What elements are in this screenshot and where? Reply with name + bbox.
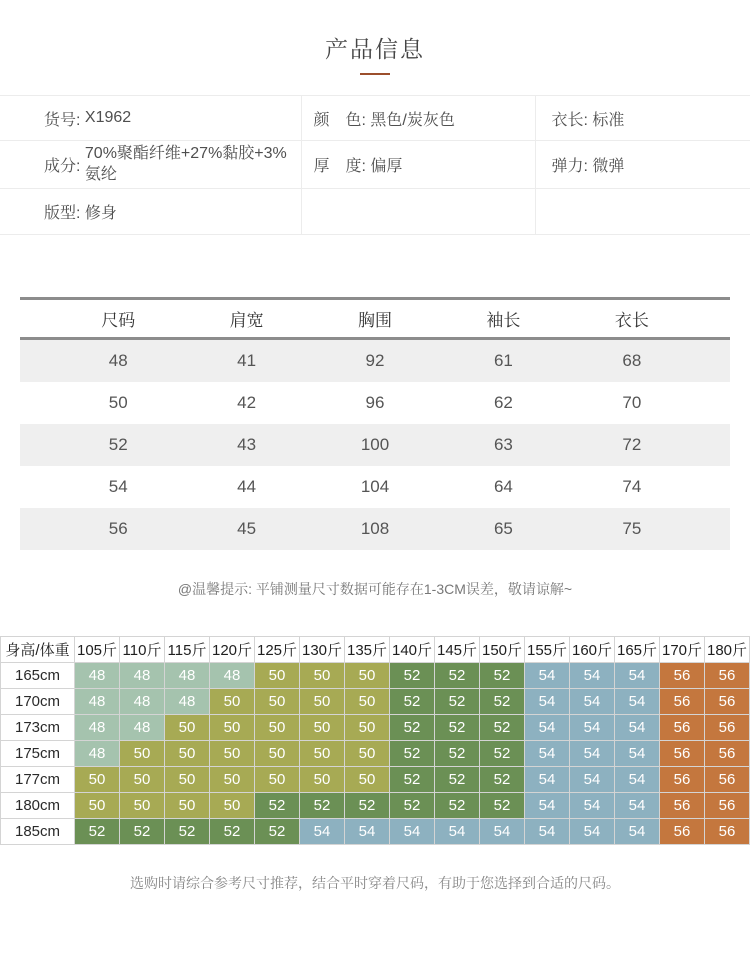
matrix-size-cell: 56 xyxy=(705,819,750,845)
matrix-size-cell: 54 xyxy=(615,819,660,845)
info-value: 70%聚酯纤维+27%黏胶+3%氨纶 xyxy=(84,144,287,183)
matrix-size-cell: 50 xyxy=(120,767,165,793)
info-cell-content xyxy=(314,107,535,130)
matrix-size-cell: 50 xyxy=(300,663,345,689)
size-cell-value: 96 xyxy=(365,393,385,412)
matrix-size-cell: 50 xyxy=(210,767,255,793)
info-cell xyxy=(301,189,535,235)
matrix-size-cell: 56 xyxy=(705,741,750,767)
matrix-size-cell: 52 xyxy=(480,689,525,715)
size-table-row xyxy=(20,508,730,550)
size-col-header: 袖长 xyxy=(486,311,521,330)
matrix-size-cell: 50 xyxy=(345,715,390,741)
matrix-size-cell: 52 xyxy=(435,689,480,715)
title-underline xyxy=(360,73,390,75)
matrix-height-label: 170cm xyxy=(1,689,75,715)
matrix-size-cell: 50 xyxy=(120,793,165,819)
matrix-size-cell: 50 xyxy=(300,715,345,741)
matrix-size-cell: 48 xyxy=(165,689,210,715)
matrix-size-cell: 52 xyxy=(435,715,480,741)
matrix-weight-header: 140斤 xyxy=(390,637,435,663)
matrix-size-cell: 50 xyxy=(120,741,165,767)
matrix-size-cell: 52 xyxy=(390,793,435,819)
matrix-size-cell: 54 xyxy=(525,715,570,741)
size-cell-value: 63 xyxy=(493,435,513,454)
matrix-size-cell: 50 xyxy=(255,767,300,793)
matrix-size-cell: 48 xyxy=(75,663,120,689)
matrix-size-cell: 56 xyxy=(660,663,705,689)
matrix-height-label: 185cm xyxy=(1,819,75,845)
matrix-size-cell: 54 xyxy=(615,715,660,741)
matrix-size-cell: 54 xyxy=(390,819,435,845)
matrix-size-cell: 50 xyxy=(75,793,120,819)
info-label: 衣长: xyxy=(551,111,593,129)
matrix-size-cell: 54 xyxy=(570,741,615,767)
matrix-size-cell: 50 xyxy=(165,793,210,819)
matrix-weight-header: 170斤 xyxy=(660,637,705,663)
info-cell-content xyxy=(44,144,301,186)
size-table-row xyxy=(20,382,730,424)
matrix-size-cell: 50 xyxy=(165,767,210,793)
matrix-size-cell: 56 xyxy=(660,767,705,793)
size-cell-value: 43 xyxy=(237,435,257,454)
size-cell-value: 50 xyxy=(108,393,128,412)
page-title: 产品信息 xyxy=(325,36,425,62)
matrix-size-cell: 52 xyxy=(165,819,210,845)
size-cell-value: 52 xyxy=(108,435,128,454)
matrix-size-cell: 56 xyxy=(660,793,705,819)
info-cell-content xyxy=(44,200,301,223)
matrix-size-cell: 54 xyxy=(615,689,660,715)
matrix-size-cell: 50 xyxy=(75,767,120,793)
size-cell-value: 75 xyxy=(622,519,642,538)
matrix-weight-header: 180斤 xyxy=(705,637,750,663)
info-cell xyxy=(301,96,535,141)
matrix-size-cell: 52 xyxy=(300,793,345,819)
matrix-row xyxy=(1,741,750,767)
matrix-size-cell: 52 xyxy=(390,715,435,741)
matrix-size-cell: 52 xyxy=(345,793,390,819)
size-cell-value: 68 xyxy=(622,351,642,370)
size-col-header: 尺码 xyxy=(101,311,136,330)
matrix-size-cell: 50 xyxy=(345,741,390,767)
matrix-size-cell: 54 xyxy=(435,819,480,845)
info-cell-content xyxy=(552,153,750,176)
info-value: 黑色/炭灰色 xyxy=(370,111,455,129)
matrix-row xyxy=(1,793,750,819)
matrix-size-cell: 56 xyxy=(705,767,750,793)
info-cell-content xyxy=(314,153,535,176)
info-cell xyxy=(0,189,301,235)
matrix-size-cell: 50 xyxy=(165,715,210,741)
matrix-size-cell: 54 xyxy=(615,741,660,767)
size-cell-value: 92 xyxy=(365,351,385,370)
matrix-size-cell: 52 xyxy=(435,793,480,819)
size-table-header-row xyxy=(20,300,730,340)
matrix-weight-header: 130斤 xyxy=(300,637,345,663)
size-cell-value: 72 xyxy=(622,435,642,454)
matrix-size-cell: 50 xyxy=(210,793,255,819)
size-cell-value: 61 xyxy=(493,351,513,370)
matrix-size-cell: 56 xyxy=(705,689,750,715)
size-cell-value: 62 xyxy=(493,393,513,412)
matrix-size-cell: 52 xyxy=(390,689,435,715)
matrix-height-label: 175cm xyxy=(1,741,75,767)
matrix-size-cell: 52 xyxy=(480,663,525,689)
size-col-header: 衣长 xyxy=(614,311,649,330)
matrix-size-cell: 52 xyxy=(120,819,165,845)
matrix-weight-header: 155斤 xyxy=(525,637,570,663)
matrix-size-cell: 50 xyxy=(345,689,390,715)
matrix-size-cell: 52 xyxy=(390,663,435,689)
matrix-height-label: 165cm xyxy=(1,663,75,689)
size-cell-value: 104 xyxy=(360,477,390,496)
matrix-weight-header: 120斤 xyxy=(210,637,255,663)
matrix-size-cell: 54 xyxy=(570,767,615,793)
matrix-row xyxy=(1,767,750,793)
matrix-size-cell: 56 xyxy=(660,715,705,741)
matrix-size-cell: 56 xyxy=(705,715,750,741)
info-cell xyxy=(0,141,301,189)
matrix-weight-header: 105斤 xyxy=(75,637,120,663)
matrix-size-cell: 54 xyxy=(570,715,615,741)
matrix-size-cell: 48 xyxy=(120,663,165,689)
matrix-height-label: 173cm xyxy=(1,715,75,741)
matrix-size-cell: 54 xyxy=(525,741,570,767)
info-value: X1962 xyxy=(84,109,132,126)
size-col-header: 胸围 xyxy=(358,311,393,330)
matrix-size-cell: 50 xyxy=(255,741,300,767)
matrix-size-cell: 52 xyxy=(435,767,480,793)
matrix-size-cell: 54 xyxy=(615,767,660,793)
matrix-size-cell: 54 xyxy=(345,819,390,845)
matrix-row xyxy=(1,819,750,845)
matrix-weight-header: 150斤 xyxy=(480,637,525,663)
size-cell-value: 64 xyxy=(493,477,513,496)
size-cell-value: 74 xyxy=(622,477,642,496)
size-cell-value: 41 xyxy=(237,351,257,370)
footer-note: 选购时请综合参考尺寸推荐，结合平时穿着尺码，有助于您选择到合适的尺码。 xyxy=(130,875,620,891)
matrix-height-label: 177cm xyxy=(1,767,75,793)
matrix-size-cell: 52 xyxy=(435,741,480,767)
matrix-size-cell: 54 xyxy=(525,819,570,845)
matrix-size-cell: 50 xyxy=(255,663,300,689)
matrix-row xyxy=(1,663,750,689)
info-value: 偏厚 xyxy=(370,158,403,175)
info-cell xyxy=(301,141,535,189)
matrix-corner-label: 身高/体重 xyxy=(1,637,75,663)
size-measurement-table xyxy=(20,297,730,550)
matrix-size-cell: 50 xyxy=(345,663,390,689)
matrix-header-row xyxy=(1,637,750,663)
matrix-size-cell: 52 xyxy=(255,793,300,819)
matrix-size-cell: 52 xyxy=(390,741,435,767)
info-cell-content xyxy=(44,107,301,130)
matrix-size-cell: 48 xyxy=(120,689,165,715)
matrix-size-cell: 50 xyxy=(210,689,255,715)
matrix-size-cell: 54 xyxy=(570,793,615,819)
size-cell-value: 56 xyxy=(108,519,128,538)
matrix-size-cell: 54 xyxy=(570,689,615,715)
matrix-weight-header: 160斤 xyxy=(570,637,615,663)
info-cell xyxy=(535,141,750,189)
size-table-row xyxy=(20,466,730,508)
matrix-size-cell: 52 xyxy=(435,663,480,689)
info-label: 版型: xyxy=(44,205,85,222)
size-cell-value: 45 xyxy=(237,519,257,538)
matrix-size-cell: 50 xyxy=(300,689,345,715)
matrix-size-cell: 52 xyxy=(255,819,300,845)
matrix-weight-header: 125斤 xyxy=(255,637,300,663)
info-cell-content xyxy=(552,107,750,130)
matrix-size-cell: 52 xyxy=(390,767,435,793)
matrix-size-cell: 50 xyxy=(210,741,255,767)
matrix-size-cell: 56 xyxy=(660,689,705,715)
matrix-weight-header: 115斤 xyxy=(165,637,210,663)
matrix-size-cell: 48 xyxy=(75,689,120,715)
info-label: 颜 色: xyxy=(313,111,371,129)
matrix-size-cell: 54 xyxy=(525,793,570,819)
size-cell-value: 42 xyxy=(237,393,257,412)
info-row xyxy=(0,96,750,141)
info-label: 货号: xyxy=(44,111,85,129)
info-value: 微弹 xyxy=(592,158,625,175)
matrix-size-cell: 52 xyxy=(480,793,525,819)
matrix-size-cell: 56 xyxy=(660,819,705,845)
matrix-size-cell: 50 xyxy=(300,767,345,793)
matrix-size-cell: 50 xyxy=(210,715,255,741)
matrix-size-cell: 48 xyxy=(210,663,255,689)
matrix-size-cell: 54 xyxy=(525,689,570,715)
size-cell-value: 108 xyxy=(360,519,390,538)
info-row xyxy=(0,189,750,235)
matrix-size-cell: 56 xyxy=(705,663,750,689)
info-cell xyxy=(535,96,750,141)
matrix-size-cell: 52 xyxy=(75,819,120,845)
matrix-size-cell: 52 xyxy=(480,741,525,767)
matrix-weight-header: 110斤 xyxy=(120,637,165,663)
matrix-size-cell: 52 xyxy=(480,767,525,793)
matrix-size-cell: 54 xyxy=(300,819,345,845)
info-label: 弹力: xyxy=(551,158,593,175)
matrix-size-cell: 48 xyxy=(75,715,120,741)
matrix-size-cell: 48 xyxy=(165,663,210,689)
matrix-size-cell: 56 xyxy=(705,793,750,819)
size-col-header: 肩宽 xyxy=(229,311,264,330)
size-table-row xyxy=(20,340,730,382)
measurement-tip: @温馨提示: 平铺测量尺寸数据可能存在1-3CM误差，敬请谅解~ xyxy=(177,581,573,597)
matrix-height-label: 180cm xyxy=(1,793,75,819)
size-table-body xyxy=(20,340,730,550)
size-recommendation-matrix xyxy=(0,636,750,845)
matrix-size-cell: 52 xyxy=(210,819,255,845)
matrix-size-cell: 54 xyxy=(570,819,615,845)
size-table-row xyxy=(20,424,730,466)
info-label: 成分: xyxy=(44,158,85,175)
matrix-size-cell: 54 xyxy=(570,663,615,689)
info-cell xyxy=(0,96,301,141)
matrix-size-cell: 50 xyxy=(345,767,390,793)
matrix-size-cell: 52 xyxy=(480,715,525,741)
matrix-size-cell: 50 xyxy=(165,741,210,767)
size-cell-value: 70 xyxy=(622,393,642,412)
matrix-weight-header: 135斤 xyxy=(345,637,390,663)
info-cell xyxy=(535,189,750,235)
size-cell-value: 44 xyxy=(237,477,257,496)
matrix-size-cell: 50 xyxy=(300,741,345,767)
matrix-size-cell: 50 xyxy=(255,689,300,715)
matrix-size-cell: 54 xyxy=(615,793,660,819)
info-label: 厚 度: xyxy=(313,158,371,175)
info-row xyxy=(0,141,750,189)
matrix-size-cell: 56 xyxy=(660,741,705,767)
matrix-size-cell: 54 xyxy=(525,767,570,793)
matrix-size-cell: 50 xyxy=(255,715,300,741)
size-cell-value: 54 xyxy=(108,477,128,496)
matrix-size-cell: 54 xyxy=(480,819,525,845)
size-cell-value: 100 xyxy=(360,435,390,454)
size-cell-value: 48 xyxy=(108,351,128,370)
info-value: 修身 xyxy=(84,205,117,222)
matrix-weight-header: 165斤 xyxy=(615,637,660,663)
matrix-size-cell: 48 xyxy=(75,741,120,767)
info-value: 标准 xyxy=(592,111,625,129)
product-info-table xyxy=(0,95,750,235)
matrix-size-cell: 54 xyxy=(615,663,660,689)
matrix-row xyxy=(1,689,750,715)
matrix-size-cell: 48 xyxy=(120,715,165,741)
matrix-size-cell: 54 xyxy=(525,663,570,689)
matrix-weight-header: 145斤 xyxy=(435,637,480,663)
size-cell-value: 65 xyxy=(493,519,513,538)
matrix-row xyxy=(1,715,750,741)
page-header xyxy=(0,0,750,75)
